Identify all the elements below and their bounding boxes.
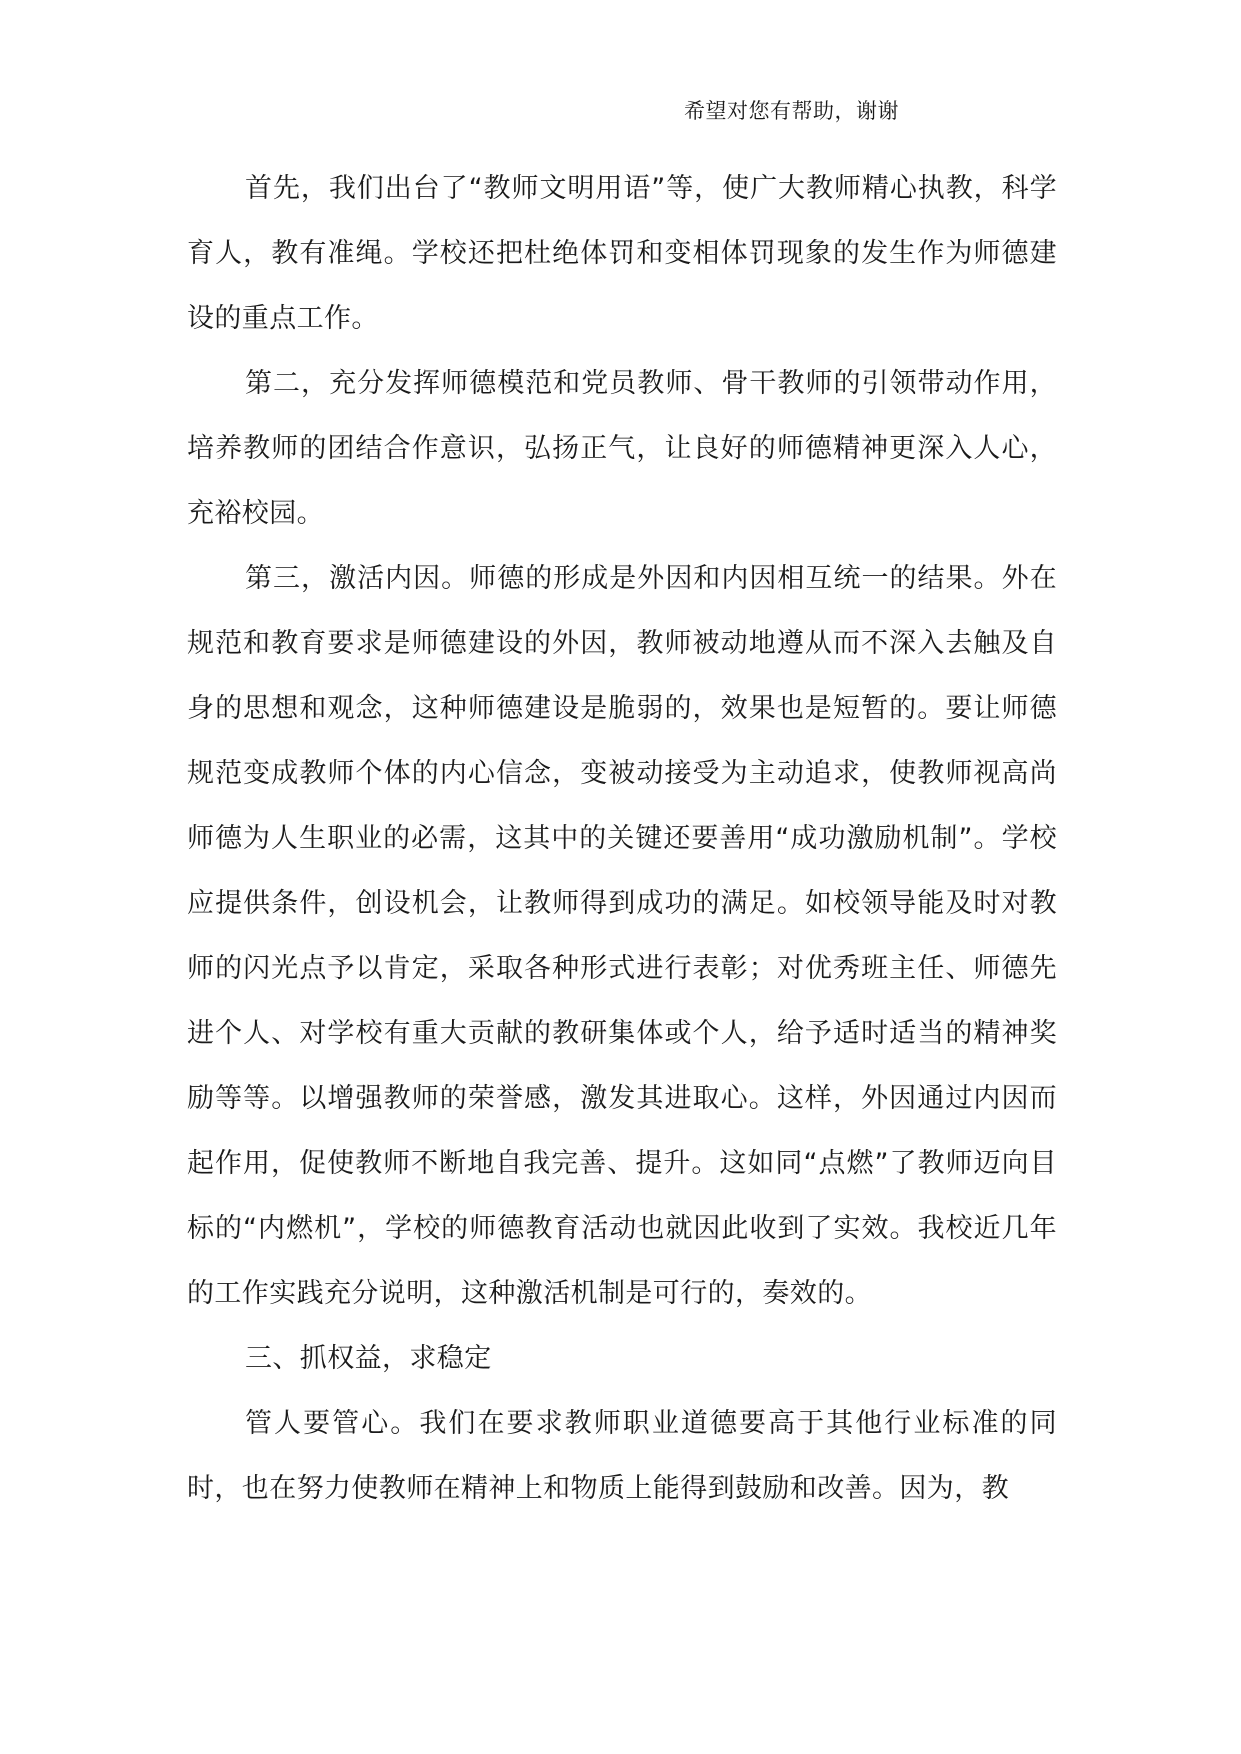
paragraph-first: 首先，我们出台了“教师文明用语”等，使广大教师精心执教，科学育人，教有准绳。学校还把杜绝体罚和变相体罚现象的发生作为师德建设的重点工作。	[187, 173, 1057, 334]
paragraph-manage-heart: 管人要管心。我们在要求教师职业道德要高于其他行业标准的同时，也在努力使教师在精神上和物质上能得到鼓励和改善。因为，教	[187, 1408, 1057, 1504]
paragraph-third: 第三，激活内因。师德的形成是外因和内因相互统一的结果。外在规范和教育要求是师德建设的外因，教师被动地遵从而不深入去触及自身的思想和观念，这种师德建设是脆弱的，效果也是短暂的。要让师德规范变成教师个体的内心信念，变被动接受为主动追求，使教师视高尚师德为人生职业的必需，这其中的关键还要善用“成功激励机制”。学校应提供条件，创设机会，让教师得到成功的满足。如校领导能及时对教师的闪光点予以肯定，采取各种形式进行表彰；对优秀班主任、师德先进个人、对学校有重大贡献的教研集体或个人，给予适时适当的精神奖励等等。以增强教师的荣誉感，激发其进取心。这样，外因通过内因而起作用，促使教师不断地自我完善、提升。这如同“点燃”了教师迈向目标的“内燃机”，学校的师德教育活动也就因此收到了实效。我校近几年的工作实践充分说明，这种激活机制是可行的，奏效的。	[187, 563, 1057, 1309]
paragraph-second: 第二，充分发挥师德模范和党员教师、骨干教师的引领带动作用，培养教师的团结合作意识，弘扬正气，让良好的师德精神更深入人心，充裕校园。	[187, 368, 1057, 529]
section-heading: 三、抓权益，求稳定	[245, 1343, 492, 1374]
header-note: 希望对您有帮助，谢谢	[684, 99, 899, 123]
document-body	[187, 156, 1057, 1521]
